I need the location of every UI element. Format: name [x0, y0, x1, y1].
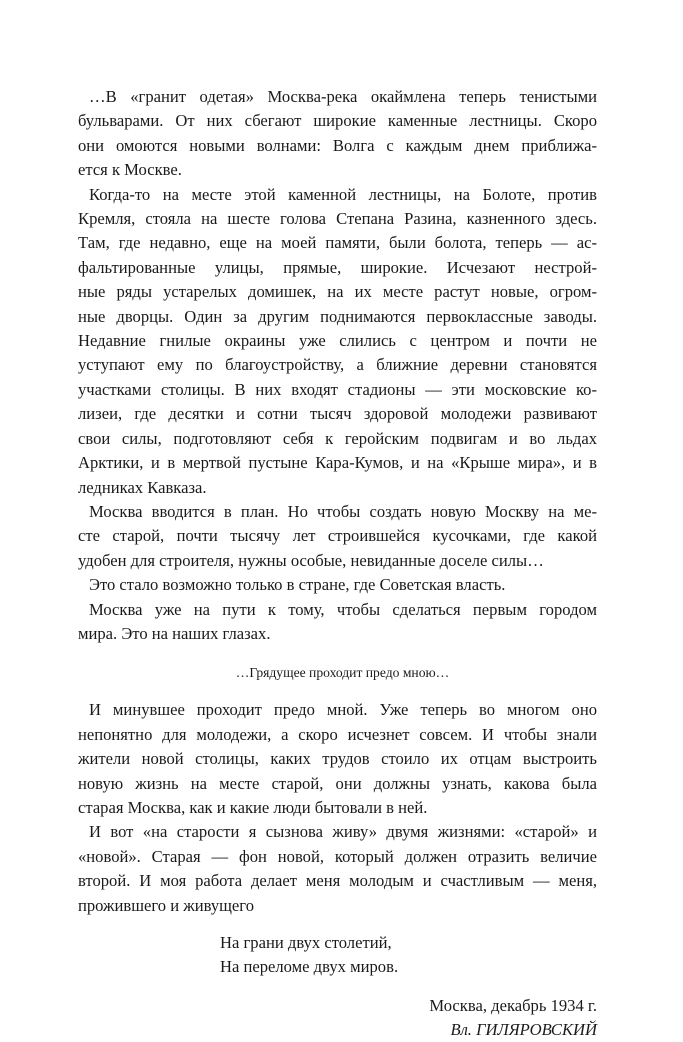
- text-line: фальтированные улицы, прямые, широкие. Исчезают нестрой-: [78, 257, 597, 277]
- text-line: ется к Москве.: [78, 160, 182, 180]
- paragraph-3: [78, 500, 597, 573]
- text-line: Когда-то на месте этой каменной лестницы, на Болоте, против: [89, 184, 597, 204]
- text-line: прожившего и живущего: [78, 895, 254, 915]
- text-line: свои силы, подготовляют себя к геройским подвигам и во льдах: [78, 428, 597, 448]
- text-line: ледниках Кавказа.: [78, 477, 207, 497]
- paragraph-2: [78, 183, 597, 500]
- text-line: уступают ему по благоустройству, а ближние деревни становятся: [78, 355, 597, 375]
- text-line: лизеи, где десятки и сотни тысяч здоровой молодежи развивают: [78, 404, 597, 424]
- text-line: Это стало возможно только в стране, где Советская власть.: [89, 575, 506, 595]
- signature: [78, 994, 597, 1042]
- text-line: Кремля, стояла на шесте голова Степана Разина, казненного здесь.: [78, 209, 597, 229]
- text-line: непонятно для молодежи, а скоро исчезнет совсем. И чтобы знали: [78, 724, 597, 744]
- paragraph-7: [78, 820, 597, 918]
- paragraph-1: [78, 85, 597, 183]
- text-line: они омоются новыми волнами: Волга с каждым днем приближа-: [78, 135, 597, 155]
- text-line: ные дворцы. Один за другим поднимаются первоклассные заводы.: [78, 306, 597, 326]
- verse-line: На грани двух столетий,: [220, 933, 392, 952]
- text-line: мира. Это на наших глазах.: [78, 623, 271, 643]
- text-line: участками столицы. В них входят стадионы — эти московские ко-: [78, 379, 597, 399]
- text-line: И минувшее проходит предо мной. Уже теперь во многом оно: [89, 700, 597, 720]
- text-line: Недавние гнилые окраины уже слились с центром и почти не: [78, 331, 597, 351]
- text-line: бульварами. От них сбегают широкие каменные лестницы. Скоро: [78, 111, 597, 131]
- paragraph-6: [78, 698, 597, 820]
- text-line: удобен для строителя, нужны особые, невиданные доселе силы…: [78, 550, 544, 570]
- text-line: второй. И моя работа делает меня молодым и счастливым — меня,: [78, 871, 597, 891]
- text-line: Там, где недавно, еще на моей памяти, были болота, теперь — ас-: [78, 233, 597, 253]
- text-line: сте старой, почти тысячу лет строившейся кусочками, где какой: [78, 526, 597, 546]
- paragraph-4: [78, 573, 597, 597]
- text-line: жители новой столицы, каких трудов стоило их отцам выстроить: [78, 749, 597, 769]
- paragraph-5: [78, 598, 597, 647]
- text-line: ные ряды устарелых домишек, на их месте растут новые, огром-: [78, 282, 597, 302]
- epigraph: …Грядущее проходит предо мною…: [235, 665, 450, 681]
- text-line: И вот «на старости я сызнова живу» двумя жизнями: «старой» и: [89, 822, 597, 842]
- verse-line: На переломе двух миров.: [220, 956, 399, 976]
- text-line: Арктики, и в мертвой пустыне Кара-Кумов, и на «Крыше мира», и в: [78, 453, 597, 473]
- verse: [220, 931, 597, 978]
- text-line: старая Москва, как и какие люди бытовали в ней.: [78, 797, 428, 817]
- text-line: …В «гранит одетая» Москва-река окаймлена теперь тенистыми: [89, 87, 597, 106]
- text-line: Москва уже на пути к тому, чтобы сделаться первым городом: [89, 599, 597, 619]
- text-line: «новой». Старая — фон новой, который должен отразить величие: [78, 846, 597, 866]
- place-date: Москва, декабрь 1934 г.: [429, 996, 597, 1015]
- author-name: Вл. ГИЛЯРОВСКИЙ: [450, 1020, 597, 1039]
- text-line: новую жизнь на месте старой, они должны узнать, какова была: [78, 773, 597, 793]
- document-page: [78, 85, 597, 1042]
- text-line: Москва вводится в план. Но чтобы создать новую Москву на ме-: [89, 501, 597, 521]
